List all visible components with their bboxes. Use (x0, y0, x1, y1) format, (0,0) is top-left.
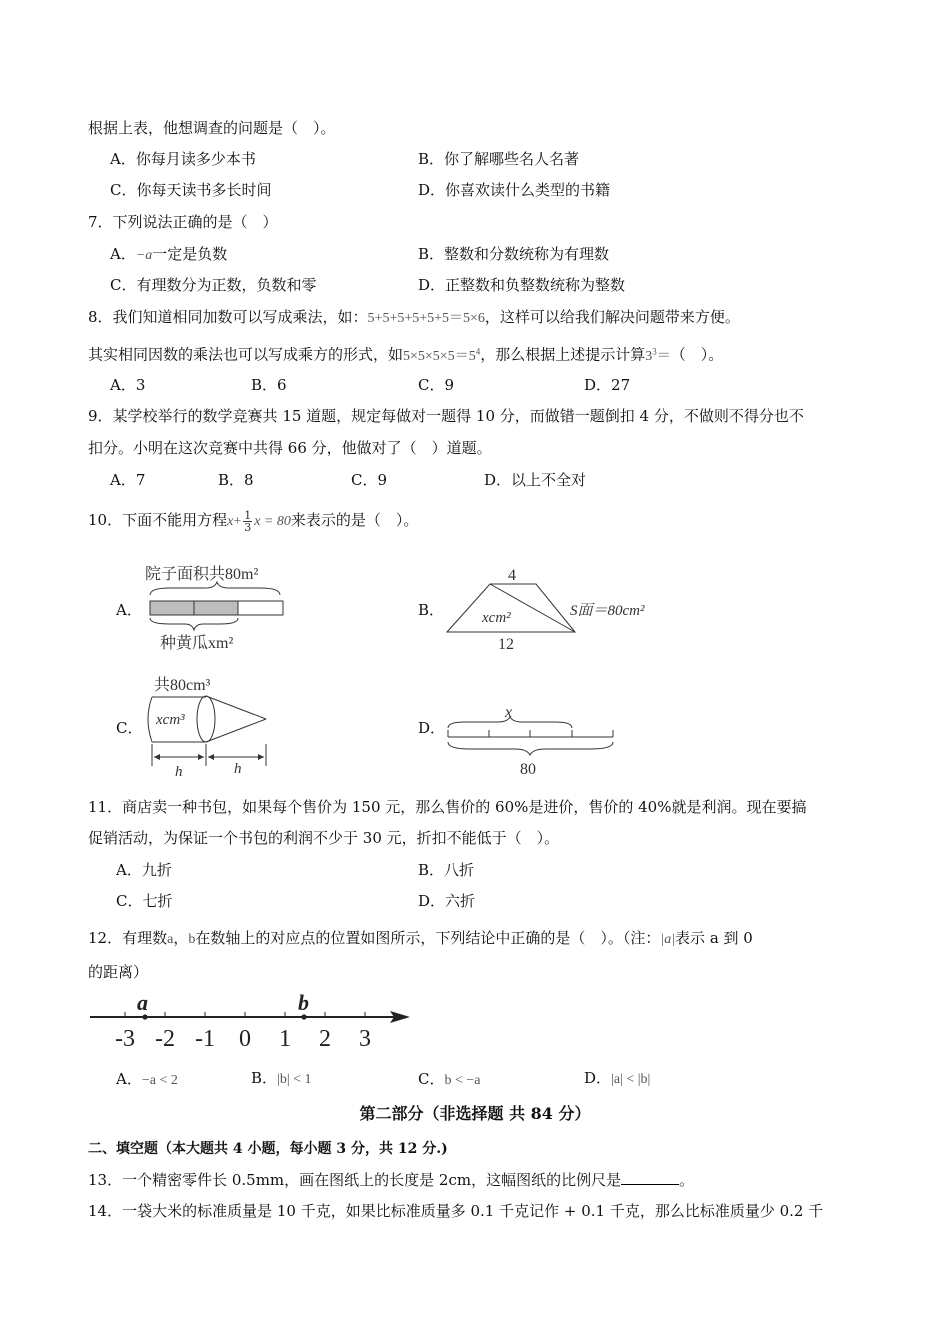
q10-figure-c (140, 672, 280, 780)
q7-option-c[interactable]: C．有理数分为正数，负数和零 (110, 276, 317, 294)
q7-stem: 7．下列说法正确的是（ ） (88, 213, 278, 231)
fig-a-bottom-brace (150, 618, 238, 630)
q6-option-a[interactable]: A．你每月读多少本书 (110, 150, 256, 168)
point-b-label: b (298, 990, 309, 1015)
fig-c-h2-label: h (234, 761, 242, 777)
q14: 14．一袋大米的标准质量是 10 千克，如果比标准质量多 0.1 千克记作 + 0.1 千克，那么比标准质量少 0.2 千 (88, 1202, 824, 1220)
fig-c-h1-label: h (175, 764, 183, 780)
q11-line2: 促销活动，为保证一个书包的利润不少于 30 元，折扣不能低于（ ）。 (88, 829, 560, 847)
q10-stem: 10．下面不能用方程x+ $\frac{1}{3}$ x = 80来表示的是（ ）。 (88, 508, 419, 534)
point-a-dot (142, 1014, 147, 1019)
part2-title: 第二部分（非选择题 共 84 分） (359, 1104, 591, 1123)
q6-option-c[interactable]: C．你每天读书多长时间 (110, 181, 272, 199)
q12-option-b[interactable]: B．|b| < 1 (251, 1069, 312, 1087)
q11-option-d[interactable]: D．六折 (418, 892, 476, 910)
q8-option-b[interactable]: B．6 (251, 376, 287, 394)
point-a-label: a (137, 990, 148, 1015)
fig-d-top-label: x (505, 704, 513, 721)
q7-option-d[interactable]: D．正整数和负整数统称为整数 (418, 276, 626, 294)
fig-d-bottom-brace (448, 742, 613, 755)
q6-option-d[interactable]: D．你喜欢读什么类型的书籍 (418, 181, 611, 199)
q10-figure-d (440, 700, 625, 780)
q8-line1: 8．我们知道相同加数可以写成乘法，如：5+5+5+5+5+5＝5×6，这样可以给我们解决问题带来方便。 (88, 308, 740, 326)
fig-c-cylinder-end (197, 696, 215, 742)
q8-math-power: $5\times 5\times 5\times 5=5^4$ (403, 346, 481, 364)
q9-option-a[interactable]: A．7 (110, 471, 146, 489)
fig-a-top-brace (150, 582, 280, 595)
fig-b-side-label: S面＝80cm² (570, 603, 645, 619)
fig-c-top-label: 共80cm³ (154, 677, 211, 694)
number-line-tick-label: 0 (239, 1026, 251, 1050)
number-line-tick-label: 1 (279, 1026, 291, 1050)
fig-b-top-label: 4 (508, 567, 516, 584)
q7-option-b[interactable]: B．整数和分数统称为有理数 (418, 245, 610, 263)
point-b-dot (301, 1014, 306, 1019)
q12-option-a[interactable]: A．−a < 2 (116, 1070, 178, 1088)
q11-option-b[interactable]: B．八折 (418, 861, 475, 879)
fig-b-trapezoid (447, 584, 575, 632)
q11-line1: 11．商店卖一种书包，如果每个售价为 150 元，那么售价的 60%是进价，售价的 40%就是利润。现在要搞 (88, 798, 807, 816)
q9-line2: 扣分。小明在这次竞赛中共得 66 分，他做对了（ ）道题。 (88, 439, 492, 457)
q8-math-cube: $3^3=$ (645, 346, 671, 364)
q10-label-d[interactable]: D． (418, 719, 446, 737)
q8-line2: 其实相同因数的乘法也可以写成乘方的形式，如$5\times 5\times 5\times 5=5^4$，那么根据上述提示计算$3^3=$（ ）。 (88, 345, 724, 364)
q10-label-c[interactable]: C． (116, 719, 143, 737)
q12-line2: 的距离） (88, 963, 149, 981)
fig-a-bottom-label: 种黄瓜xm² (160, 635, 234, 652)
q12-number-line (85, 990, 415, 1050)
q8-option-d[interactable]: D．27 (584, 376, 631, 394)
q9-option-d[interactable]: D．以上不全对 (484, 471, 587, 489)
fig-b-bottom-label: 12 (498, 636, 514, 653)
fig-d-bottom-label: 80 (520, 761, 536, 778)
q12-abs-a: |a| (660, 932, 676, 947)
q6-stem: 根据上表，他想调查的问题是（ ）。 (88, 119, 336, 137)
q6-option-b[interactable]: B．你了解哪些名人名著 (418, 150, 580, 168)
q10-fraction: $\frac{1}{3}$ (244, 508, 252, 534)
q8-option-c[interactable]: C．9 (418, 376, 455, 394)
number-line-tick-label: 3 (359, 1026, 371, 1050)
q12-option-d[interactable]: D．|a| < |b| (584, 1069, 651, 1087)
number-line-tick-label: 2 (319, 1026, 331, 1050)
q10-label-a[interactable]: A． (116, 601, 142, 619)
q7-math-neg-a: −a (135, 248, 153, 263)
q8-math-sum: 5+5+5+5+5+5＝5×6 (367, 311, 485, 326)
number-line-tick-label: -2 (155, 1026, 175, 1050)
q10-figure-a (140, 560, 300, 660)
number-line-tick-label: -3 (115, 1026, 135, 1050)
number-line-tick-label: -1 (195, 1026, 215, 1050)
fig-c-left-cap (148, 697, 152, 742)
q8-option-a[interactable]: A．3 (110, 376, 146, 394)
q12-line1: 12．有理数a，b在数轴上的对应点的位置如图所示，下列结论中正确的是（ ）。（注：|a|表示 a 到 0 (88, 929, 753, 947)
q9-line1: 9．某学校举行的数学竞赛共 15 道题，规定每做对一题得 10 分，而做错一题倒扣 4 分，不做则不得分也不 (88, 407, 804, 425)
q13: 13．一个精密零件长 0.5mm，画在图纸上的长度是 2cm，这幅图纸的比例尺是 。 (88, 1171, 695, 1189)
section-fill-in-heading: 二、填空题（本大题共 4 小题，每小题 3 分，共 12 分.) (88, 1141, 448, 1157)
q9-option-b[interactable]: B．8 (218, 471, 254, 489)
q9-option-c[interactable]: C．9 (351, 471, 388, 489)
q11-option-c[interactable]: C．七折 (116, 892, 173, 910)
fig-c-inner-label: xcm³ (156, 712, 185, 728)
fig-a-top-label: 院子面积共80m² (145, 566, 259, 583)
q10-figure-b (440, 562, 680, 657)
q10-label-b[interactable]: B． (418, 601, 445, 619)
q12-option-c[interactable]: C．b < −a (418, 1070, 481, 1088)
fig-b-inner-label: xcm² (482, 610, 511, 626)
q7-option-a[interactable]: A．−a一定是负数 (110, 245, 228, 263)
q13-answer-blank[interactable] (621, 1170, 679, 1185)
q11-option-a[interactable]: A．九折 (116, 861, 172, 879)
